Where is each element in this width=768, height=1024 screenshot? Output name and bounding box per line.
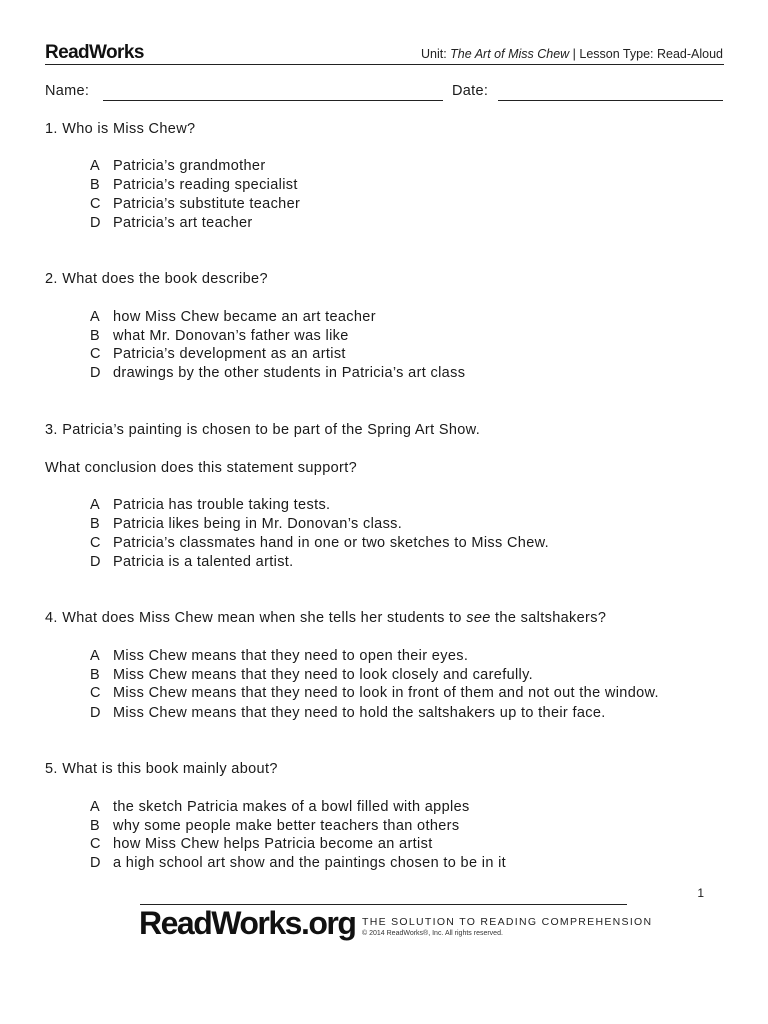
question-number: 4. (45, 610, 58, 626)
question-text-emphasis: see (466, 610, 491, 626)
option-4c[interactable] (90, 685, 659, 701)
option-3d[interactable] (90, 554, 294, 570)
option-letter: C (90, 836, 101, 852)
option-text: why some people make better teachers than others (113, 818, 460, 834)
unit-info (421, 47, 723, 61)
option-1b[interactable] (90, 177, 298, 193)
option-3c[interactable] (90, 535, 549, 551)
option-letter: B (90, 516, 101, 532)
question-text-before: What does Miss Chew mean when she tells her students to (62, 610, 467, 626)
option-letter: A (90, 799, 101, 815)
option-letter: C (90, 685, 101, 701)
option-text: a high school art show and the paintings chosen to be in it (113, 855, 507, 871)
option-text: Patricia has trouble taking tests. (113, 497, 331, 513)
readworks-org-logo: ReadWorks.org (139, 905, 356, 941)
option-4d[interactable] (90, 705, 606, 721)
option-letter: D (90, 705, 101, 721)
option-text: how Miss Chew became an art teacher (113, 309, 376, 325)
option-5a[interactable] (90, 799, 470, 815)
option-text: Miss Chew means that they need to look in front of them and not out the window. (113, 685, 659, 701)
date-field-line[interactable] (498, 100, 723, 101)
option-letter: B (90, 818, 101, 834)
option-4a[interactable] (90, 648, 468, 664)
option-5c[interactable] (90, 836, 433, 852)
question-number: 2. (45, 271, 58, 287)
option-3b[interactable] (90, 516, 402, 532)
option-text: Patricia’s art teacher (113, 215, 253, 231)
option-letter: B (90, 177, 101, 193)
page-number: 1 (697, 886, 704, 900)
option-text: Patricia’s reading specialist (113, 177, 298, 193)
footer-tagline: THE SOLUTION TO READING COMPREHENSION (362, 916, 653, 928)
option-text: Patricia is a talented artist. (113, 554, 294, 570)
option-3a[interactable] (90, 497, 330, 513)
question-3-prompt: What conclusion does this statement support? (45, 460, 358, 476)
option-letter: B (90, 328, 101, 344)
option-letter: C (90, 535, 101, 551)
option-letter: A (90, 158, 101, 174)
option-text: drawings by the other students in Patricia’s art class (113, 365, 466, 381)
lesson-type: | Lesson Type: Read-Aloud (569, 47, 723, 61)
question-3 (45, 422, 480, 438)
question-number: 5. (45, 761, 58, 777)
option-text: the sketch Patricia makes of a bowl filled with apples (113, 799, 470, 815)
option-letter: D (90, 554, 101, 570)
question-text-after: the saltshakers? (490, 610, 607, 626)
question-text: Who is Miss Chew? (62, 121, 196, 137)
readworks-logo: ReadWorks (45, 42, 144, 63)
question-2 (45, 271, 268, 287)
option-2a[interactable] (90, 309, 376, 325)
option-text: how Miss Chew helps Patricia become an artist (113, 836, 433, 852)
footer-copyright: © 2014 ReadWorks®, Inc. All rights reserved. (362, 930, 503, 937)
question-text: What does the book describe? (62, 271, 268, 287)
name-field-line[interactable] (103, 100, 443, 101)
question-1 (45, 121, 195, 137)
option-text: Miss Chew means that they need to open their eyes. (113, 648, 469, 664)
option-letter: A (90, 497, 101, 513)
date-label: Date: (452, 83, 489, 99)
header-divider (45, 64, 724, 65)
question-4 (45, 610, 606, 626)
option-1a[interactable] (90, 158, 266, 174)
option-letter: D (90, 855, 101, 871)
option-letter: B (90, 667, 101, 683)
question-5 (45, 761, 278, 777)
option-text: Miss Chew means that they need to look closely and carefully. (113, 667, 534, 683)
option-letter: C (90, 196, 101, 212)
option-text: Patricia’s classmates hand in one or two sketches to Miss Chew. (113, 535, 550, 551)
option-letter: D (90, 215, 101, 231)
name-label: Name: (45, 83, 90, 99)
option-2d[interactable] (90, 365, 465, 381)
option-5b[interactable] (90, 818, 459, 834)
option-text: Patricia’s development as an artist (113, 346, 346, 362)
option-text: what Mr. Donovan’s father was like (113, 328, 349, 344)
option-1c[interactable] (90, 196, 300, 212)
option-text: Patricia’s substitute teacher (113, 196, 301, 212)
option-letter: D (90, 365, 101, 381)
question-text: Patricia’s painting is chosen to be part of the Spring Art Show. (62, 422, 481, 438)
question-text (62, 610, 606, 626)
option-2b[interactable] (90, 328, 349, 344)
option-2c[interactable] (90, 346, 346, 362)
unit-label: Unit: (420, 47, 451, 61)
question-text: What is this book mainly about? (62, 761, 278, 777)
option-5d[interactable] (90, 855, 506, 871)
option-text: Patricia’s grandmother (113, 158, 266, 174)
option-letter: A (90, 648, 101, 664)
option-4b[interactable] (90, 667, 533, 683)
option-text: Patricia likes being in Mr. Donovan’s class. (113, 516, 403, 532)
option-letter: C (90, 346, 101, 362)
option-1d[interactable] (90, 215, 253, 231)
question-number: 3. (45, 422, 58, 438)
option-letter: A (90, 309, 101, 325)
question-number: 1. (45, 121, 58, 137)
option-text: Miss Chew means that they need to hold the saltshakers up to their face. (113, 705, 606, 721)
unit-title: The Art of Miss Chew (450, 47, 570, 61)
